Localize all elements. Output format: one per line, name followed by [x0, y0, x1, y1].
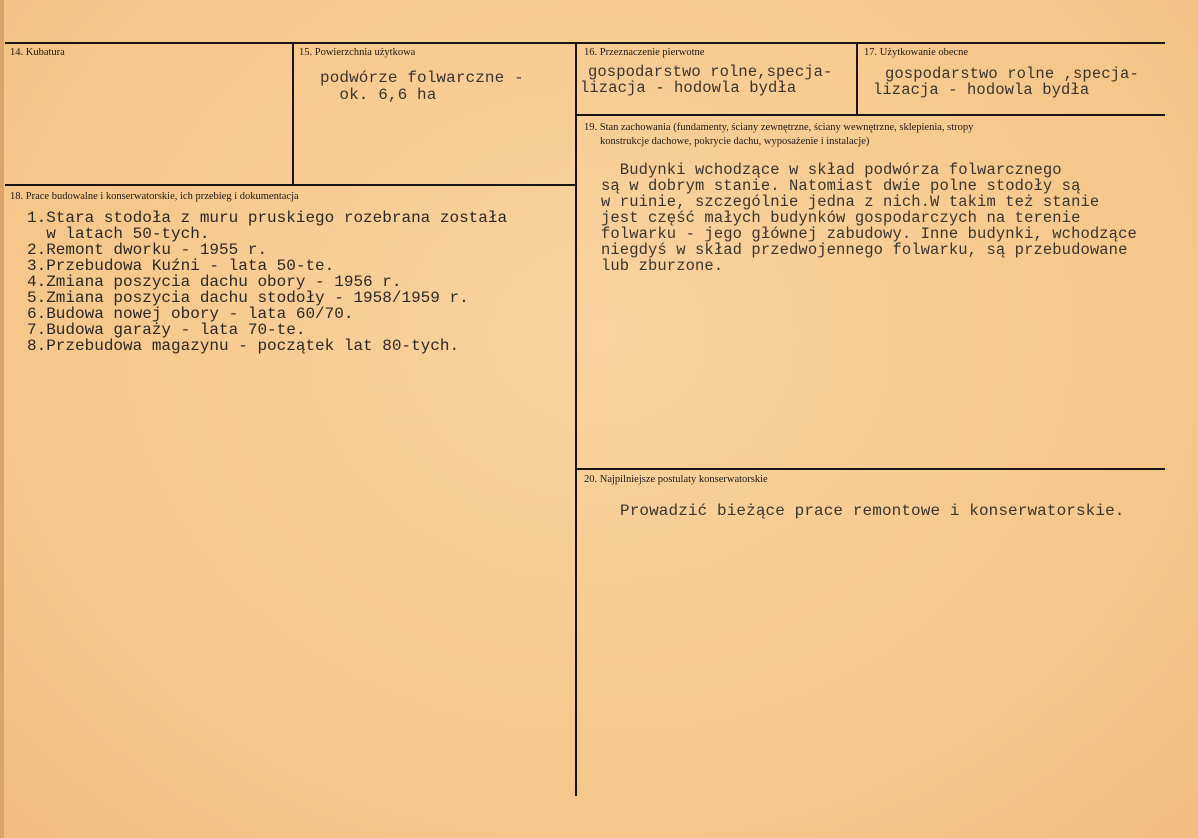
- list-item: 6.Budowa nowej obory - lata 60/70.: [27, 305, 354, 323]
- field-17-line-1: gospodarstwo rolne ,specja-: [885, 65, 1139, 83]
- divider-14-15: [292, 44, 294, 185]
- field-19-line-2: są w dobrym stanie. Natomiast dwie polne stodoły są: [601, 177, 1081, 195]
- field-14-label: 14. Kubatura: [10, 47, 65, 58]
- divider-main: [575, 44, 577, 796]
- list-item: 1.Stara stodoła z muru pruskiego rozebrana została: [27, 209, 508, 227]
- field-19-line-4: jest część małych budynków gospodarczych na terenie: [601, 209, 1081, 227]
- field-19-line-5: folwarku - jego głównej zabudowy. Inne budynki, wchodzące: [601, 225, 1137, 243]
- field-15-label: 15. Powierzchnia użytkowa: [299, 47, 416, 58]
- list-item: 2.Remont dworku - 1955 r.: [27, 241, 268, 259]
- card-edge: [0, 0, 4, 838]
- field-18-label: 18. Prace budowalne i konserwatorskie, ich przebieg i dokumentacja: [10, 191, 299, 202]
- list-item: w latach 50-tych.: [27, 225, 210, 243]
- list-item: 4.Zmiana poszycia dachu obory - 1956 r.: [27, 273, 402, 291]
- list-item: 5.Zmiana poszycia dachu stodoły - 1958/1959 r.: [27, 289, 469, 307]
- field-19-line-1: Budynki wchodzące w skład podwórza folwarcznego: [601, 161, 1062, 179]
- field-17-label: 17. Użytkowanie obecne: [864, 47, 969, 58]
- field-16-line-1: gospodarstwo rolne,specja-: [588, 63, 833, 81]
- list-item: 8.Przebudowa magazynu - początek lat 80-tych.: [27, 337, 460, 355]
- field-19-label-line-2: konstrukcje dachowe, pokrycie dachu, wyposażenie i instalacje): [600, 136, 870, 147]
- field-16-line-2: lizacja - hodowla bydła: [580, 79, 797, 97]
- rule-20-top: [577, 468, 1165, 470]
- top-rule: [5, 42, 1165, 44]
- field-19-line-7: lub zburzone.: [601, 257, 724, 275]
- field-16-label: 16. Przeznaczenie pierwotne: [584, 47, 705, 58]
- divider-16-17: [856, 44, 858, 114]
- field-19-label-line-1: 19. Stan zachowania (fundamenty, ściany zewnętrzne, ściany wewnętrzne, sklepienia, stropy: [584, 122, 974, 133]
- field-17-line-2: lizacja - hodowla bydła: [873, 81, 1090, 99]
- field-19-line-3: w ruinie, szczególnie jedna z nich.W takim też stanie: [601, 193, 1100, 211]
- field-15-line-1: podwórze folwarczne -: [320, 69, 524, 87]
- rule-16-17-bottom: [577, 114, 1165, 116]
- list-item: 3.Przebudowa Kuźni - lata 50-te.: [27, 257, 335, 275]
- field-20-value: Prowadzić bieżące prace remontowe i konserwatorskie.: [620, 502, 1125, 520]
- field-18-list: [27, 210, 507, 354]
- field-19-line-6: niegdyś w skład przedwojennego folwarku, są przebudowane: [601, 241, 1128, 259]
- field-20-label: 20. Najpilniejsze postulaty konserwatorskie: [584, 474, 768, 485]
- list-item: 7.Budowa garaży - lata 70-te.: [27, 321, 306, 339]
- rule-18-top: [5, 184, 575, 186]
- field-15-line-2: ok. 6,6 ha: [320, 86, 437, 104]
